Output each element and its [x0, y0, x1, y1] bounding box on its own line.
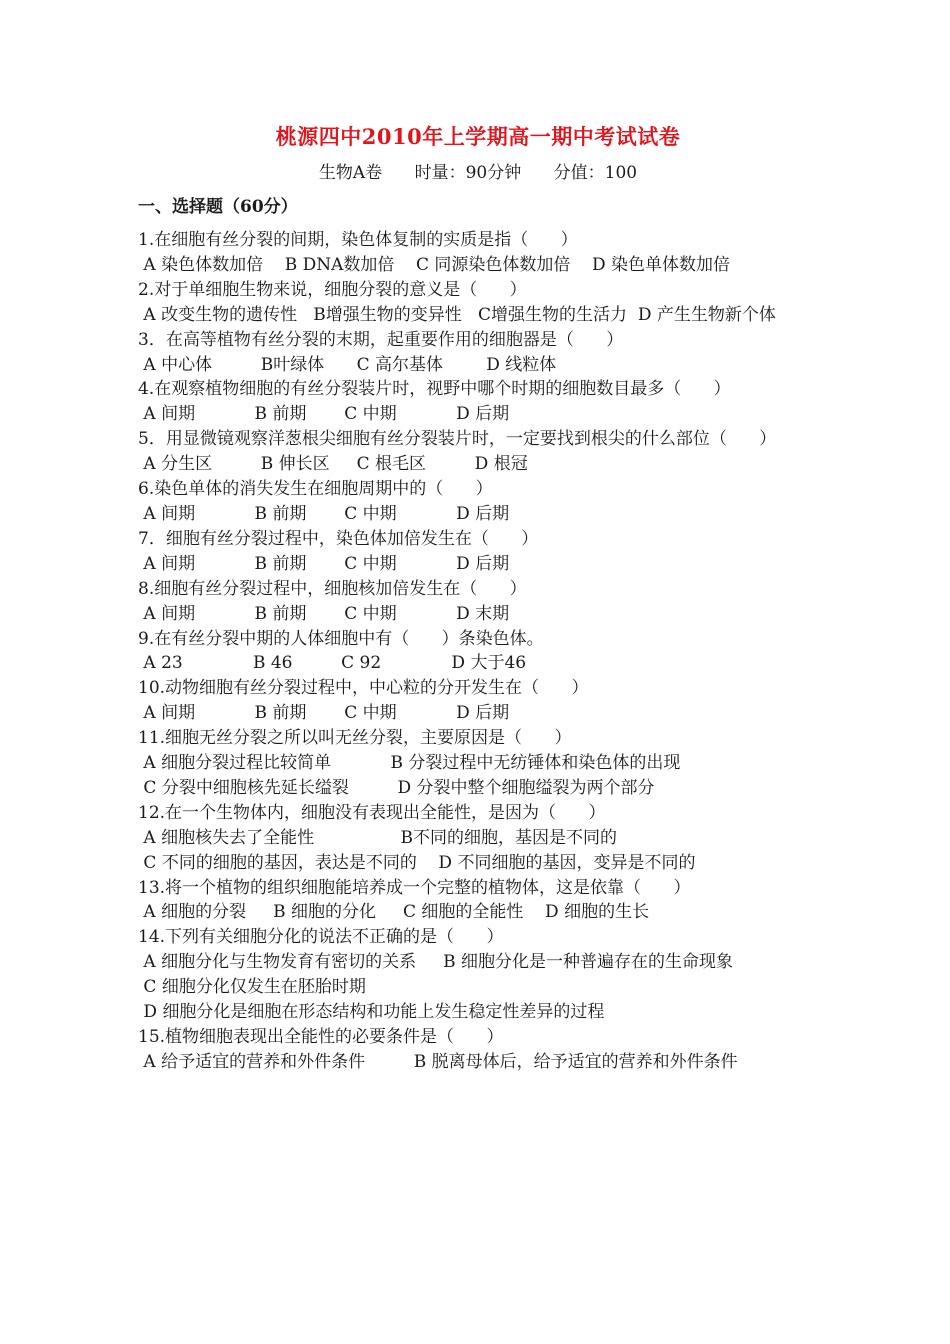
question-options: A 间期 B 前期 C 中期 D 后期: [138, 553, 510, 574]
question-text: 11.细胞无丝分裂之所以叫无丝分裂，主要原因是（ ）: [138, 728, 572, 749]
question-text: 7．细胞有丝分裂过程中，染色体加倍发生在（ ）: [138, 528, 539, 549]
exam-title: 桃源四中2010年上学期高一期中考试试卷: [275, 124, 681, 149]
question-text: 10.动物细胞有丝分裂过程中，中心粒的分开发生在（ ）: [138, 678, 589, 699]
question-options: A 分生区 B 伸长区 C 根毛区 D 根冠: [138, 454, 528, 475]
exam-page: [138, 118, 818, 1075]
question-options: C 细胞分化仅发生在胚胎时期: [138, 977, 366, 998]
question-options: A 细胞分裂过程比较简单 B 分裂过程中无纺锤体和染色体的出现: [138, 753, 681, 774]
question-options: A 23 B 46 C 92 D 大于46: [138, 653, 527, 674]
exam-subtitle: 生物A卷 时量：90分钟 分值：100: [318, 163, 638, 183]
question-options: C 不同的细胞的基因，表达是不同的 D 不同细胞的基因，变异是不同的: [138, 852, 696, 873]
question-text: 3．在高等植物有丝分裂的末期，起重要作用的细胞器是（ ）: [138, 329, 624, 350]
question-options: A 间期 B 前期 C 中期 D 后期: [138, 703, 510, 724]
question-options: A 间期 B 前期 C 中期 D 末期: [138, 603, 510, 624]
question-text: 14.下列有关细胞分化的说法不正确的是（ ）: [138, 927, 504, 948]
section-heading: 一、选择题（60分）: [138, 197, 298, 217]
question-text: 9.在有丝分裂中期的人体细胞中有（ ）条染色体。: [138, 628, 544, 649]
question-text: 2.对于单细胞生物来说，细胞分裂的意义是（ ）: [138, 279, 527, 300]
question-text: 5．用显微镜观察洋葱根尖细胞有丝分裂装片时，一定要找到根尖的什么部位（ ）: [138, 429, 777, 450]
question-list: [138, 228, 818, 1075]
question-text: 4.在观察植物细胞的有丝分裂装片时，视野中哪个时期的细胞数目最多（ ）: [138, 379, 731, 400]
question-options: A 间期 B 前期 C 中期 D 后期: [138, 404, 510, 425]
question-text: 12.在一个生物体内，细胞没有表现出全能性，是因为（ ）: [138, 802, 606, 823]
question-text: 8.细胞有丝分裂过程中，细胞核加倍发生在（ ）: [138, 578, 527, 599]
question-options: A 中心体 B叶绿体 C 高尔基体 D 线粒体: [138, 354, 557, 375]
question-options: A 细胞的分裂 B 细胞的分化 C 细胞的全能性 D 细胞的生长: [138, 902, 650, 923]
question-text: 13.将一个植物的组织细胞能培养成一个完整的植物体，这是依靠（ ）: [138, 877, 691, 898]
question-options: A 细胞核失去了全能性 B不同的细胞，基因是不同的: [138, 827, 618, 848]
question-text: 1.在细胞有丝分裂的间期，染色体复制的实质是指（ ）: [138, 230, 578, 250]
question-options: D 细胞分化是细胞在形态结构和功能上发生稳定性差异的过程: [138, 1002, 605, 1023]
question-options: A 染色体数加倍 B DNA数加倍 C 同源染色体数加倍 D 染色单体数加倍: [138, 254, 731, 275]
question-text: 15.植物细胞表现出全能性的必要条件是（ ）: [138, 1027, 504, 1047]
question-options: A 间期 B 前期 C 中期 D 后期: [138, 503, 510, 524]
question-options: A 改变生物的遗传性 B增强生物的变异性 C增强生物的生活力 D 产生生物新个体: [138, 304, 776, 325]
question-options: A 给予适宜的营养和外件条件 B 脱离母体后，给予适宜的营养和外件条件: [138, 1051, 738, 1072]
question-text: 6.染色单体的消失发生在细胞周期中的（ ）: [138, 479, 493, 500]
question-options: C 分裂中细胞核先延长缢裂 D 分裂中整个细胞缢裂为两个部分: [138, 777, 655, 798]
question-options: A 细胞分化与生物发育有密切的关系 B 细胞分化是一种普遍存在的生命现象: [138, 952, 734, 973]
